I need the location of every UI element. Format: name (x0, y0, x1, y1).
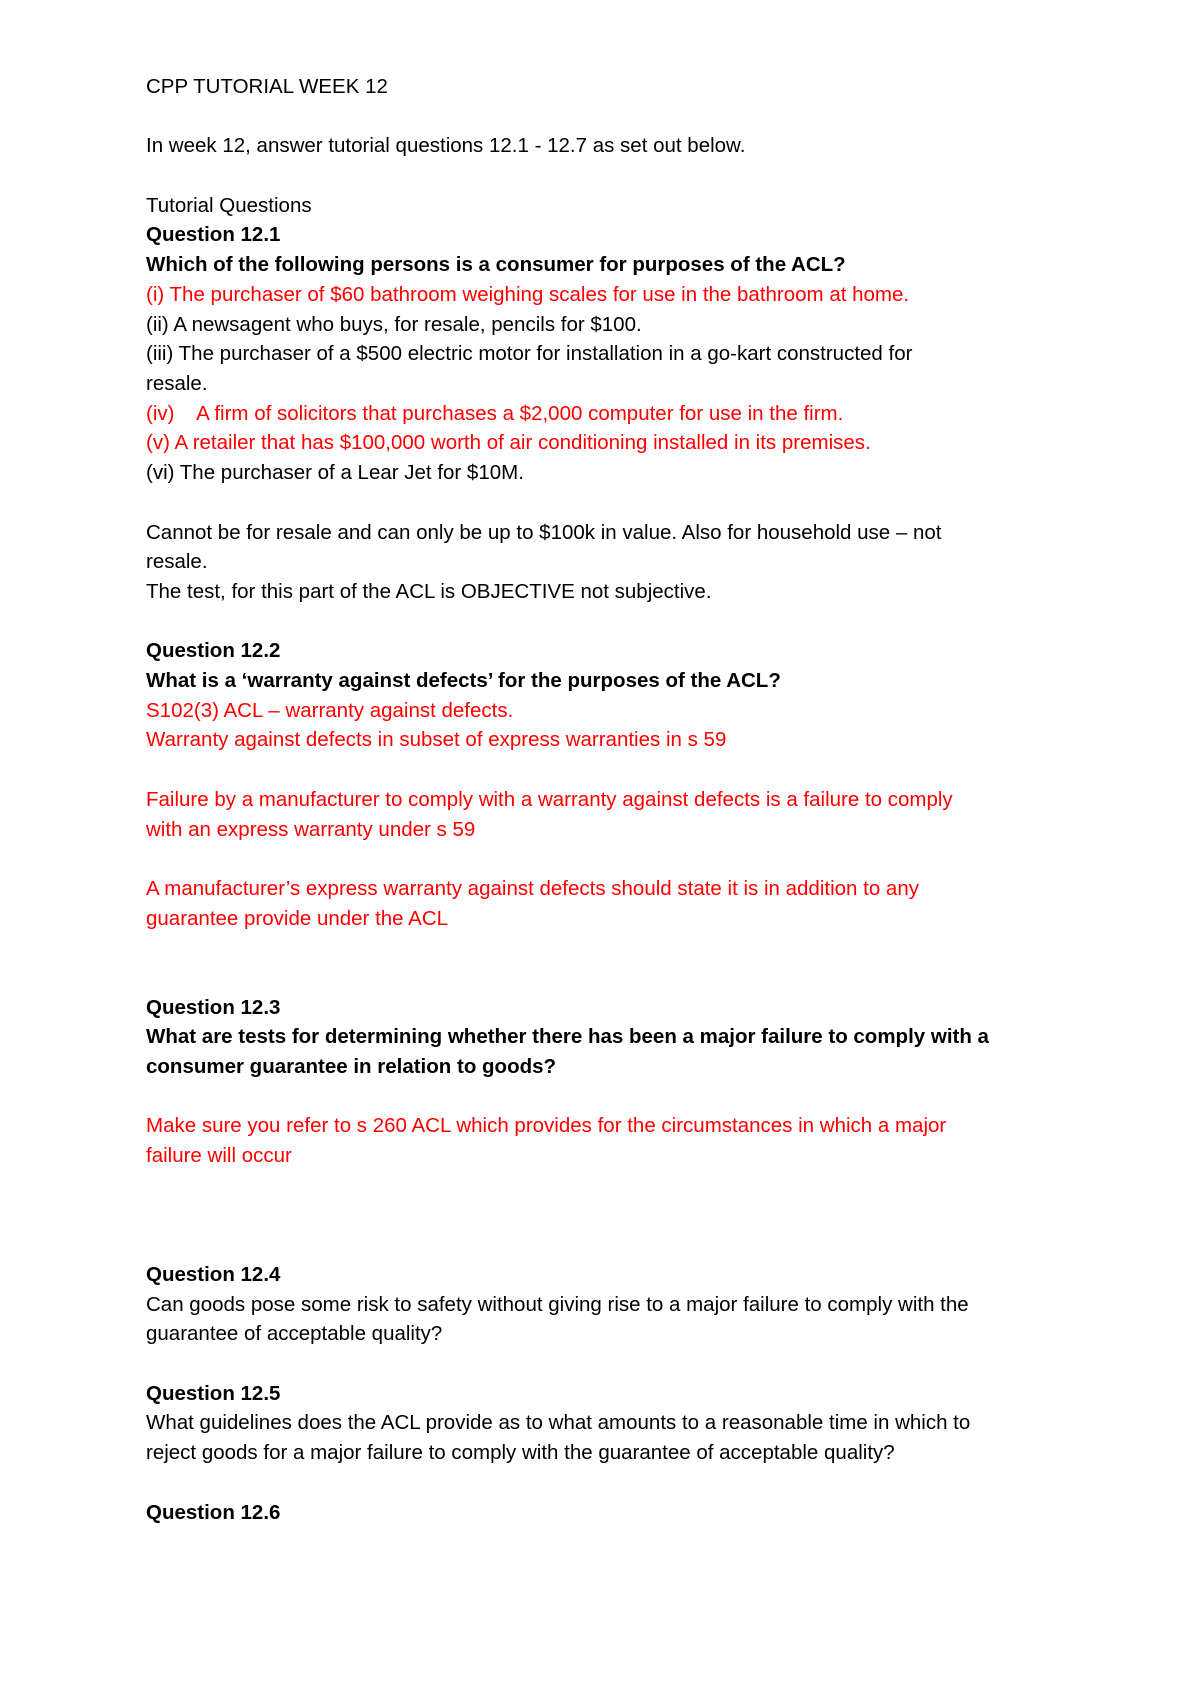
question-heading-12-2: Question 12.2 (146, 639, 281, 663)
answer-12-2-line-3: Failure by a manufacturer to comply with a warranty against defects is a failure to comply (146, 787, 953, 811)
question-text-12-2: What is a ‘warranty against defects’ for the purposes of the ACL? (146, 669, 781, 692)
question-heading-12-1: Question 12.1 (146, 223, 281, 247)
question-text-12-4-line-1: Can goods pose some risk to safety without giving rise to a major failure to comply with the (146, 1292, 969, 1316)
option-iii: (iii) The purchaser of a $500 electric motor for installation in a go-kart constructed for (146, 342, 913, 366)
option-vi: (vi) The purchaser of a Lear Jet for $10M. (146, 461, 524, 485)
section-label: Tutorial Questions (146, 193, 312, 217)
question-text-12-3-line-2: consumer guarantee in relation to goods? (146, 1055, 557, 1079)
option-iii-continued: resale. (146, 372, 208, 395)
answer-12-2-line-1: S102(3) ACL – warranty against defects. (146, 698, 514, 722)
option-i: (i) The purchaser of $60 bathroom weighing scales for use in the bathroom at home. (146, 282, 910, 306)
answer-12-3-line-2: failure will occur (146, 1144, 292, 1168)
answer-12-2-line-6: guarantee provide under the ACL (146, 906, 449, 930)
note-line-3: The test, for this part of the ACL is OBJECTIVE not subjective. (146, 579, 712, 603)
option-v: (v) A retailer that has $100,000 worth of air conditioning installed in its premises. (146, 431, 871, 455)
question-heading-12-3: Question 12.3 (146, 995, 281, 1019)
answer-12-2-line-4: with an express warranty under s 59 (146, 817, 476, 841)
question-text-12-3-line-1: What are tests for determining whether there has been a major failure to comply with a (146, 1025, 989, 1049)
question-text-12-4-line-2: guarantee of acceptable quality? (146, 1322, 443, 1346)
answer-12-2-line-2: Warranty against defects in subset of express warranties in s 59 (146, 728, 727, 752)
option-ii: (ii) A newsagent who buys, for resale, pencils for $100. (146, 312, 642, 336)
question-text-12-5-line-1: What guidelines does the ACL provide as to what amounts to a reasonable time in which to (146, 1411, 971, 1435)
question-heading-12-5: Question 12.5 (146, 1381, 281, 1405)
intro-text: In week 12, answer tutorial questions 12.1 - 12.7 as set out below. (146, 134, 746, 158)
option-iv: (iv) A firm of solicitors that purchases a $2,000 computer for use in the firm. (146, 401, 844, 425)
document-title: CPP TUTORIAL WEEK 12 (146, 75, 388, 98)
question-heading-12-4: Question 12.4 (146, 1262, 281, 1286)
question-heading-12-6: Question 12.6 (146, 1500, 281, 1524)
document-body (146, 72, 1066, 1527)
note-line-2: resale. (146, 550, 208, 574)
question-text-12-1: Which of the following persons is a consumer for purposes of the ACL? (146, 253, 846, 277)
answer-12-2-line-5: A manufacturer’s express warranty against defects should state it is in addition to any (146, 876, 919, 900)
question-text-12-5-line-2: reject goods for a major failure to comply with the guarantee of acceptable quality? (146, 1441, 895, 1465)
answer-12-3-line-1: Make sure you refer to s 260 ACL which provides for the circumstances in which a major (146, 1114, 947, 1138)
note-line-1: Cannot be for resale and can only be up to $100k in value. Also for household use – not (146, 520, 942, 544)
